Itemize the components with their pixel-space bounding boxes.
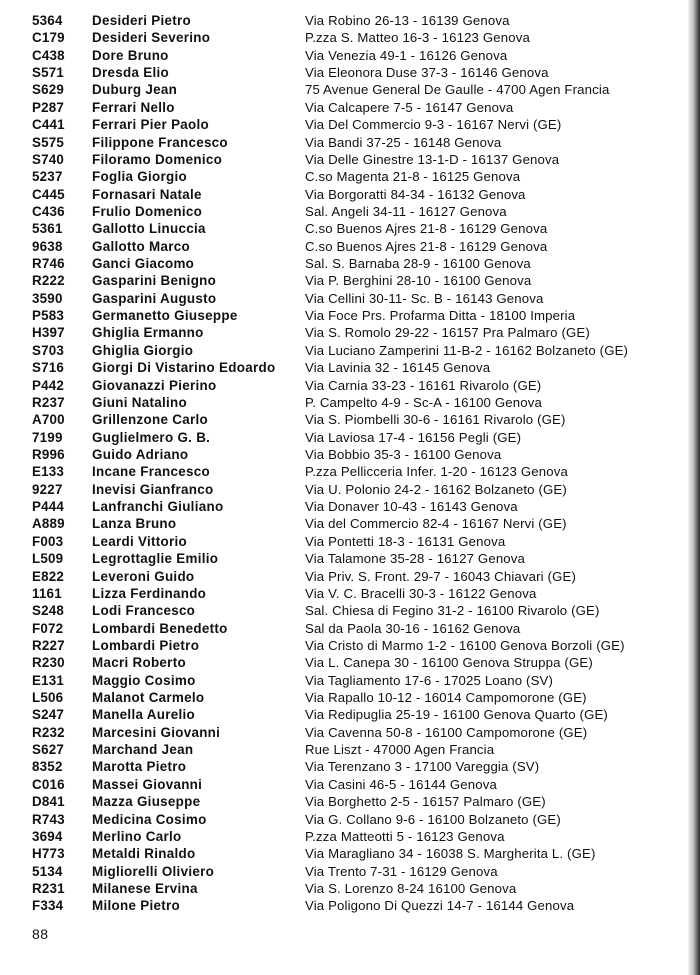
directory-entry xyxy=(0,463,690,480)
member-name: Gallotto Marco xyxy=(92,238,190,254)
directory-entry xyxy=(0,724,690,741)
member-code: E822 xyxy=(32,568,65,584)
directory-entry xyxy=(0,637,690,654)
member-name: Medicina Cosimo xyxy=(92,811,207,827)
member-code: C016 xyxy=(32,776,65,792)
member-name: Marotta Pietro xyxy=(92,759,187,775)
member-address: Via Tagliamento 17-6 - 17025 Loano (SV) xyxy=(305,672,554,688)
directory-entry xyxy=(0,12,690,29)
member-address: Via Foce Prs. Profarma Ditta - 18100 Imperia xyxy=(305,308,576,324)
member-code: R230 xyxy=(32,655,65,671)
member-address: Via Eleonora Duse 37-3 - 16146 Genova xyxy=(305,65,549,81)
member-name: Guglielmero G. B. xyxy=(92,429,211,445)
directory-entry xyxy=(0,394,690,411)
member-code: P583 xyxy=(32,308,65,324)
directory-entry xyxy=(0,290,690,307)
member-code: F334 xyxy=(32,898,64,914)
member-code: H773 xyxy=(32,846,65,862)
member-code: D841 xyxy=(32,794,65,810)
member-code: P442 xyxy=(32,377,65,393)
member-name: Massei Giovanni xyxy=(92,776,203,792)
member-name: Giorgi Di Vistarino Edoardo xyxy=(92,360,276,376)
directory-entry xyxy=(0,880,690,897)
directory-entry xyxy=(0,307,690,324)
member-address: Rue Liszt - 47000 Agen Francia xyxy=(305,742,495,758)
member-address: Via Pontetti 18-3 - 16131 Genova xyxy=(305,533,506,549)
member-code: 3694 xyxy=(32,828,63,844)
directory-entry xyxy=(0,585,690,602)
member-name: Metaldi Rinaldo xyxy=(92,846,196,862)
directory-entry xyxy=(0,515,690,532)
member-name: Lanza Bruno xyxy=(92,516,177,532)
directory-entry xyxy=(0,411,690,428)
member-address: Via Trento 7-31 - 16129 Genova xyxy=(305,863,498,879)
member-address: Via Rapallo 10-12 - 16014 Campomorone (GE) xyxy=(305,690,587,706)
member-address: P. Campelto 4-9 - Sc-A - 16100 Genova xyxy=(305,394,542,410)
directory-entry xyxy=(0,706,690,723)
directory-entry xyxy=(0,498,690,515)
member-address: Via Cristo di Marmo 1-2 - 16100 Genova Borzoli (GE) xyxy=(305,637,625,653)
member-address: Via Borghetto 2-5 - 16157 Palmaro (GE) xyxy=(305,794,546,810)
member-name: Lombardi Pietro xyxy=(92,637,200,653)
member-address: Sal da Paola 30-16 - 16162 Genova xyxy=(305,620,521,636)
member-address: Via G. Collano 9-6 - 16100 Bolzaneto (GE) xyxy=(305,811,561,827)
directory-entry xyxy=(0,238,690,255)
member-code: C179 xyxy=(32,30,65,46)
directory-entry xyxy=(0,446,690,463)
directory-entry xyxy=(0,620,690,637)
member-address: Via Donaver 10-43 - 16143 Genova xyxy=(305,499,518,515)
directory-entry xyxy=(0,863,690,880)
member-address: C.so Magenta 21-8 - 16125 Genova xyxy=(305,169,521,185)
member-name: Marcesini Giovanni xyxy=(92,724,221,740)
directory-entry xyxy=(0,272,690,289)
member-address: P.zza Pellicceria Infer. 1-20 - 16123 Genova xyxy=(305,464,568,480)
member-name: Ferrari Pier Paolo xyxy=(92,117,210,133)
directory-entry xyxy=(0,324,690,341)
member-name: Ghiglia Ermanno xyxy=(92,325,204,341)
member-name: Giovanazzi Pierino xyxy=(92,377,217,393)
member-code: S627 xyxy=(32,742,65,758)
member-code: 5364 xyxy=(32,13,63,28)
member-address: Via Robino 26-13 - 16139 Genova xyxy=(305,13,510,28)
directory-entry xyxy=(0,186,690,203)
directory-entry xyxy=(0,116,690,133)
directory-entry xyxy=(0,689,690,706)
directory-entry xyxy=(0,776,690,793)
member-name: Ferrari Nello xyxy=(92,99,175,115)
directory-entry xyxy=(0,654,690,671)
member-name: Lanfranchi Giuliano xyxy=(92,499,224,515)
member-code: S247 xyxy=(32,707,65,723)
member-name: Lombardi Benedetto xyxy=(92,620,228,636)
directory-entry xyxy=(0,429,690,446)
member-code: R237 xyxy=(32,394,65,410)
member-address: Via P. Berghini 28-10 - 16100 Genova xyxy=(305,273,532,289)
directory-entry xyxy=(0,741,690,758)
member-name: Mazza Giuseppe xyxy=(92,794,201,810)
directory-entry xyxy=(0,377,690,394)
member-address: P.zza Matteotti 5 - 16123 Genova xyxy=(305,828,505,844)
directory-entry xyxy=(0,811,690,828)
member-code: P287 xyxy=(32,99,65,115)
member-code: 5237 xyxy=(32,169,63,185)
member-name: Dresda Elio xyxy=(92,65,169,81)
member-code: S248 xyxy=(32,603,65,619)
member-code: S716 xyxy=(32,360,65,376)
member-address: Via Borgoratti 84-34 - 16132 Genova xyxy=(305,186,526,202)
member-code: F072 xyxy=(32,620,64,636)
member-name: Gasparini Benigno xyxy=(92,273,217,289)
member-code: C436 xyxy=(32,203,65,219)
member-address: Sal. S. Barnaba 28-9 - 16100 Genova xyxy=(305,256,531,272)
member-code: 1161 xyxy=(32,585,62,601)
member-name: Legrottaglie Emilio xyxy=(92,551,219,567)
member-address: P.zza S. Matteo 16-3 - 16123 Genova xyxy=(305,30,530,46)
member-address: Via S. Piombelli 30-6 - 16161 Rivarolo (GE) xyxy=(305,412,566,428)
member-name: Giuni Natalino xyxy=(92,394,187,410)
member-address: Via Laviosa 17-4 - 16156 Pegli (GE) xyxy=(305,429,522,445)
member-code: R746 xyxy=(32,256,65,272)
member-address: Via L. Canepa 30 - 16100 Genova Struppa (GE) xyxy=(305,655,593,671)
member-code: R227 xyxy=(32,637,65,653)
member-name: Lizza Ferdinando xyxy=(92,585,207,601)
member-code: E131 xyxy=(32,672,65,688)
member-code: S571 xyxy=(32,65,65,81)
member-address: C.so Buenos Ajres 21-8 - 16129 Genova xyxy=(305,238,548,254)
member-address: Via Bobbio 35-3 - 16100 Genova xyxy=(305,446,502,462)
member-code: 9638 xyxy=(32,238,63,254)
member-name: Fornasari Natale xyxy=(92,186,202,202)
member-address: Via U. Polonio 24-2 - 16162 Bolzaneto (GE) xyxy=(305,481,567,497)
directory-entry xyxy=(0,672,690,689)
member-name: Gasparini Augusto xyxy=(92,290,217,306)
member-name: Frulio Domenico xyxy=(92,203,203,219)
directory-entry xyxy=(0,99,690,116)
member-name: Lodi Francesco xyxy=(92,603,196,619)
member-code: S629 xyxy=(32,82,65,98)
member-name: Maggio Cosimo xyxy=(92,672,196,688)
member-name: Milanese Ervina xyxy=(92,880,198,896)
member-code: C438 xyxy=(32,47,65,63)
member-name: Filoramo Domenico xyxy=(92,151,223,167)
member-address: Via Cavenna 50-8 - 16100 Campomorone (GE) xyxy=(305,724,588,740)
member-name: Gallotto Linuccia xyxy=(92,221,206,237)
member-name: Marchand Jean xyxy=(92,742,194,758)
member-code: 9227 xyxy=(32,481,63,497)
member-code: C441 xyxy=(32,117,65,133)
member-code: S575 xyxy=(32,134,65,150)
directory-entry xyxy=(0,533,690,550)
member-name: Incane Francesco xyxy=(92,464,210,480)
member-address: Via Maragliano 34 - 16038 S. Margherita L. (GE) xyxy=(305,846,596,862)
member-address: C.so Buenos Ajres 21-8 - 16129 Genova xyxy=(305,221,548,237)
directory-entry xyxy=(0,29,690,46)
member-name: Ganci Giacomo xyxy=(92,256,195,272)
member-address: 75 Avenue General De Gaulle - 4700 Agen Francia xyxy=(305,82,610,98)
member-name: Duburg Jean xyxy=(92,82,178,98)
member-address: Via Carnia 33-23 - 16161 Rivarolo (GE) xyxy=(305,377,542,393)
directory-entry xyxy=(0,134,690,151)
member-code: E133 xyxy=(32,464,65,480)
member-name: Leveroni Guido xyxy=(92,568,195,584)
member-name: Desideri Severino xyxy=(92,30,211,46)
member-address: Via S. Lorenzo 8-24 16100 Genova xyxy=(305,880,517,896)
directory-entry xyxy=(0,758,690,775)
member-name: Desideri Pietro xyxy=(92,13,192,28)
directory-entry xyxy=(0,168,690,185)
directory-entry xyxy=(0,220,690,237)
member-code: F003 xyxy=(32,533,64,549)
member-code: S703 xyxy=(32,342,65,358)
member-address: Via Priv. S. Front. 29-7 - 16043 Chiavari (GE) xyxy=(305,568,576,584)
member-address: Via Calcapere 7-5 - 16147 Genova xyxy=(305,99,514,115)
member-address: Via Delle Ginestre 13-1-D - 16137 Genova xyxy=(305,151,560,167)
directory-entry xyxy=(0,151,690,168)
page-number: 88 xyxy=(32,926,49,942)
member-code: R996 xyxy=(32,446,65,462)
member-code: R222 xyxy=(32,273,65,289)
member-code: S740 xyxy=(32,151,65,167)
member-address: Via S. Romolo 29-22 - 16157 Pra Palmaro (GE) xyxy=(305,325,590,341)
member-name: Milone Pietro xyxy=(92,898,180,914)
directory-entry xyxy=(0,568,690,585)
member-address: Via Del Commercio 9-3 - 16167 Nervi (GE) xyxy=(305,117,562,133)
directory-entry xyxy=(0,255,690,272)
member-address: Via Luciano Zamperini 11-B-2 - 16162 Bolzaneto (GE) xyxy=(305,342,629,358)
member-address: Via Casini 46-5 - 16144 Genova xyxy=(305,776,497,792)
member-code: 3590 xyxy=(32,290,63,306)
member-code: L506 xyxy=(32,690,64,706)
member-code: P444 xyxy=(32,499,65,515)
member-code: R232 xyxy=(32,724,65,740)
member-code: R231 xyxy=(32,880,65,896)
directory-entry xyxy=(0,47,690,64)
member-code: 5134 xyxy=(32,863,63,879)
directory-entry xyxy=(0,64,690,81)
member-name: Ghiglia Giorgio xyxy=(92,342,194,358)
member-code: 7199 xyxy=(32,429,63,445)
member-address: Via Bandi 37-25 - 16148 Genova xyxy=(305,134,502,150)
member-address: Via Talamone 35-28 - 16127 Genova xyxy=(305,551,526,567)
member-name: Migliorelli Oliviero xyxy=(92,863,215,879)
member-address: Via Cellini 30-11- Sc. B - 16143 Genova xyxy=(305,290,544,306)
member-name: Manella Aurelio xyxy=(92,707,195,723)
member-code: R743 xyxy=(32,811,65,827)
directory-entry xyxy=(0,203,690,220)
directory-entry xyxy=(0,828,690,845)
member-address: Via Lavinia 32 - 16145 Genova xyxy=(305,360,491,376)
member-name: Foglia Giorgio xyxy=(92,169,187,185)
member-address: Via Poligono Di Quezzi 14-7 - 16144 Genova xyxy=(305,898,575,914)
member-address: Via V. C. Bracelli 30-3 - 16122 Genova xyxy=(305,585,537,601)
member-directory xyxy=(0,12,690,915)
member-name: Inevisi Gianfranco xyxy=(92,481,214,497)
directory-entry xyxy=(0,550,690,567)
directory-entry xyxy=(0,897,690,914)
member-code: A889 xyxy=(32,516,65,532)
directory-entry xyxy=(0,342,690,359)
member-name: Dore Bruno xyxy=(92,47,169,63)
member-code: C445 xyxy=(32,186,65,202)
member-code: H397 xyxy=(32,325,65,341)
member-code: 8352 xyxy=(32,759,63,775)
directory-entry xyxy=(0,81,690,98)
directory-entry xyxy=(0,602,690,619)
member-name: Guido Adriano xyxy=(92,446,189,462)
member-code: A700 xyxy=(32,412,65,428)
member-address: Via Venezia 49-1 - 16126 Genova xyxy=(305,47,508,63)
directory-entry xyxy=(0,359,690,376)
member-name: Germanetto Giuseppe xyxy=(92,308,238,324)
member-address: Via del Commercio 82-4 - 16167 Nervi (GE) xyxy=(305,516,567,532)
member-address: Via Redipuglia 25-19 - 16100 Genova Quarto (GE) xyxy=(305,707,608,723)
directory-entry xyxy=(0,845,690,862)
member-code: L509 xyxy=(32,551,64,567)
member-name: Macri Roberto xyxy=(92,655,186,671)
member-name: Malanot Carmelo xyxy=(92,690,205,706)
member-address: Sal. Chiesa di Fegino 31-2 - 16100 Rivarolo (GE) xyxy=(305,603,600,619)
member-name: Merlino Carlo xyxy=(92,828,182,844)
member-name: Filippone Francesco xyxy=(92,134,228,150)
member-code: 5361 xyxy=(32,221,63,237)
member-address: Via Terenzano 3 - 17100 Vareggia (SV) xyxy=(305,759,540,775)
directory-entry xyxy=(0,793,690,810)
member-name: Grillenzone Carlo xyxy=(92,412,208,428)
member-address: Sal. Angeli 34-11 - 16127 Genova xyxy=(305,203,507,219)
directory-entry xyxy=(0,481,690,498)
member-name: Leardi Vittorio xyxy=(92,533,188,549)
